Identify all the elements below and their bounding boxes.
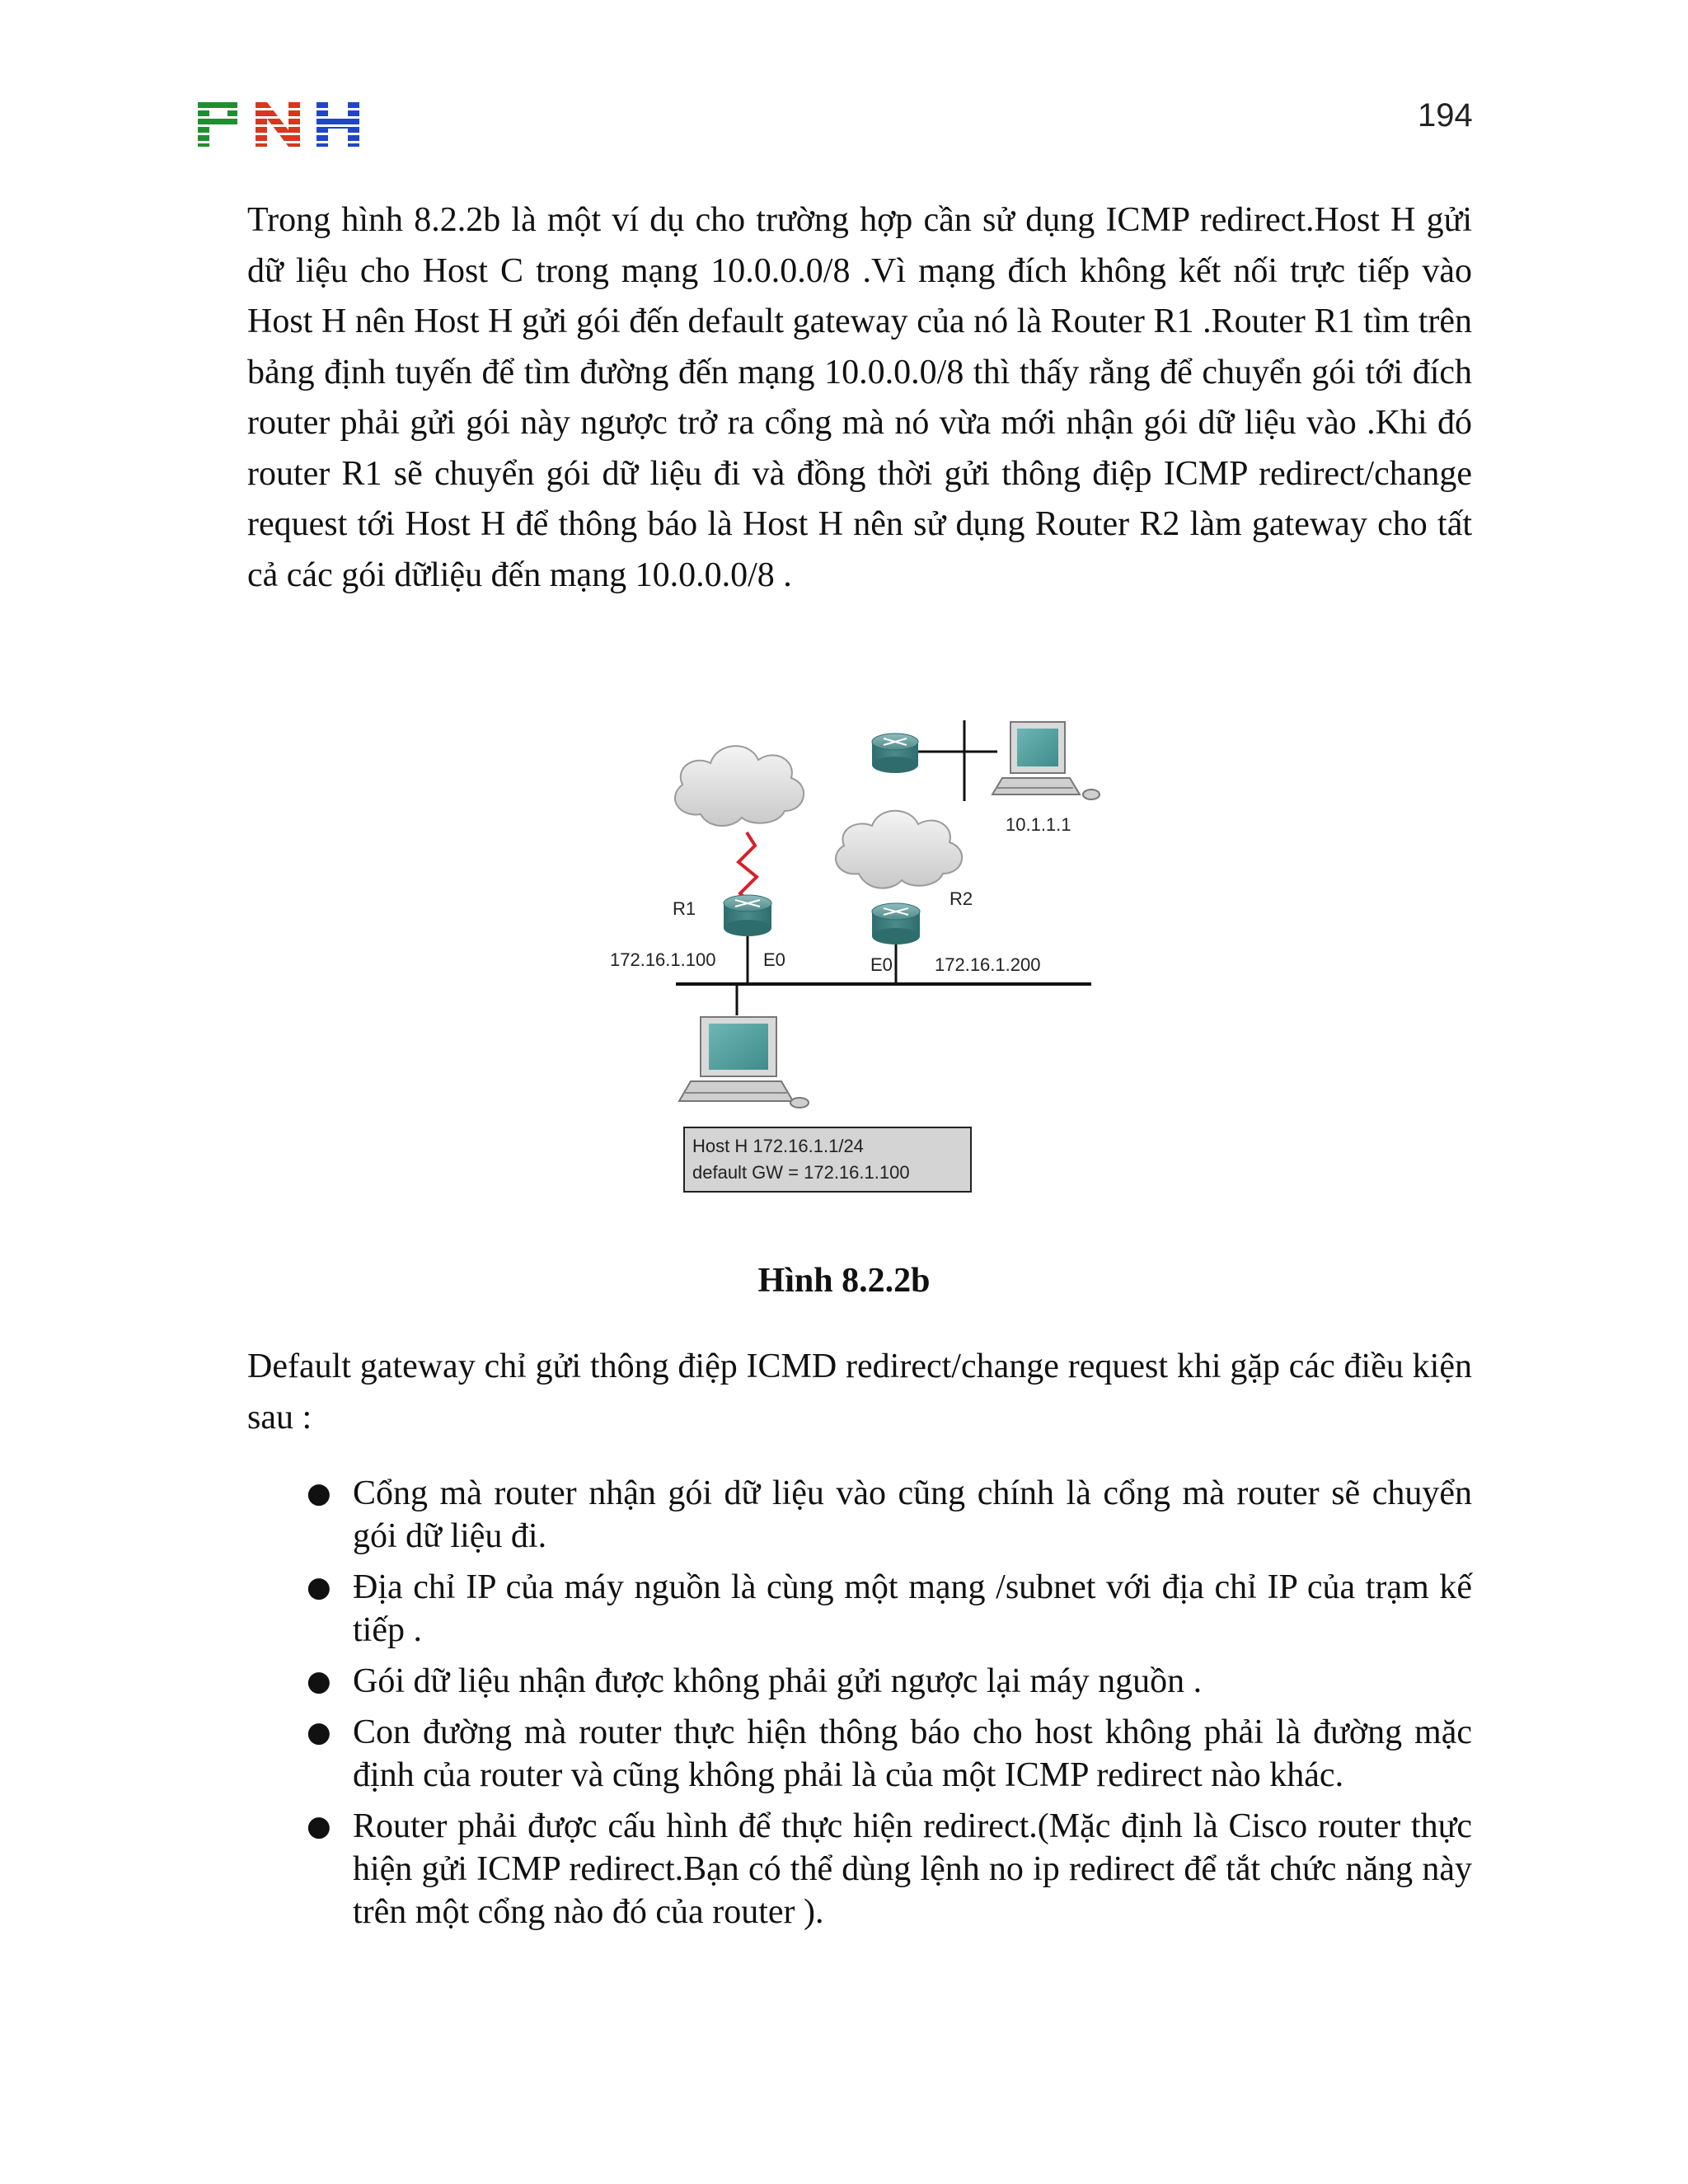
pc-host-c-icon <box>992 722 1100 799</box>
bullet-icon: ● <box>307 1810 331 1843</box>
pc-host-h-icon <box>679 1017 809 1108</box>
list-item: ● Cổng mà router nhận gói dữ liệu vào cũng chính là cổng mà router sẽ chuyển gói dữ liệu đi. <box>247 1472 1472 1558</box>
router-r1-icon <box>724 895 771 936</box>
host-h-gateway: default GW = 172.16.1.100 <box>692 1162 910 1183</box>
bullet-icon: ● <box>307 1665 331 1698</box>
cloud-intranet <box>836 811 962 888</box>
serial-link <box>738 832 757 902</box>
r1-label: R1 <box>673 898 696 919</box>
conditions-list <box>247 1472 1472 1942</box>
page-number: 194 <box>1418 97 1473 134</box>
cloud-internet <box>675 746 804 826</box>
list-item: ● Địa chỉ IP của máy nguồn là cùng một mạng /subnet với địa chỉ IP của trạm kế tiếp . <box>247 1566 1472 1652</box>
r2-ip: 172.16.1.200 <box>935 954 1041 975</box>
r1-port: E0 <box>763 949 785 970</box>
paragraph-intro: Trong hình 8.2.2b là một ví dụ cho trường hợp cần sử dụng ICMP redirect.Host H gửi dữ liệu cho Host C trong mạng 10.0.0.0/8 .Vì mạng đích không kết nối trực tiếp vào Host H nên Host H gửi gói đến default gateway của nó là Router R1 .Router R1 tìm trên bảng định tuyến để tìm đường đến mạng 10.0.0.0/8 thì thấy rằng để chuyển gói tới đích router phải gửi gói này ngược trở ra cổng mà nó vừa mới nhận gói dữ liệu vào .Khi đó router R1 sẽ chuyển gói dữ liệu đi và đồng thời gửi thông điệp ICMP redirect/change request tới Host H để thông báo là Host H nên sử dụng Router R2 làm gateway cho tất cả các gói dữliệu đến mạng 10.0.0.0/8 . <box>247 201 1472 594</box>
paragraph-conditions: Default gateway chỉ gửi thông điệp ICMD redirect/change request khi gặp các điều kiện sau : <box>247 1347 1472 1436</box>
list-item: ● Router phải được cấu hình để thực hiện redirect.(Mặc định là Cisco router thực hiện gửi ICMP redirect.Bạn có thể dùng lệnh no ip redirect để tắt chức năng này trên một cổng nào đó của router ). <box>247 1805 1472 1933</box>
r2-port: E0 <box>870 954 893 975</box>
network-diagram <box>593 709 1121 1203</box>
bullet-icon: ● <box>307 1571 331 1604</box>
bullet-icon: ● <box>307 1716 331 1749</box>
r1-ip: 172.16.1.100 <box>610 949 716 970</box>
host-h-address: Host H 172.16.1.1/24 <box>692 1136 864 1156</box>
pnh-logo <box>196 101 361 148</box>
host-c-ip: 10.1.1.1 <box>1006 814 1071 835</box>
list-item: ● Con đường mà router thực hiện thông báo cho host không phải là đường mặc định của router và cũng không phải là của một ICMP redirect nào khác. <box>247 1711 1472 1797</box>
router-top-icon <box>872 733 918 773</box>
list-item: ● Gói dữ liệu nhận được không phải gửi ngược lại máy nguồn . <box>247 1660 1472 1703</box>
figure-caption: Hình 8.2.2b <box>757 1262 931 1300</box>
router-r2-icon <box>872 903 920 944</box>
r2-label: R2 <box>950 888 973 909</box>
bullet-icon: ● <box>307 1477 331 1510</box>
host-h-info-box <box>684 1127 971 1192</box>
